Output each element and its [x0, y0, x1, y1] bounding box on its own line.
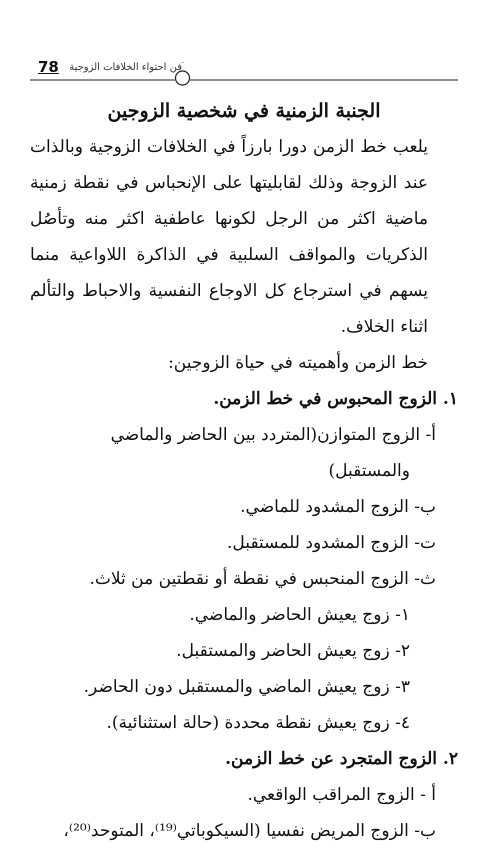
section1-heading: ١. الزوج المحبوس في خط الزمن. — [213, 389, 458, 409]
sub-item-3: ٣- زوج يعيش الماضي والمستقبل دون الحاضر. — [83, 677, 410, 697]
list-item-a: أ- الزوج المتوازن(المتردد بين الحاضر والماضي — [110, 425, 436, 445]
section-title: الجنبة الزمنية في شخصية الزوجين — [107, 100, 381, 122]
list2-item-a: أ - الزوج المراقب الواقعي. — [247, 785, 436, 805]
page-header — [0, 0, 488, 90]
body-paragraph: يلعب خط الزمن دورا بارزاً في الخلافات الزوجية وبالذات عند الزوجة وذلك لقابليتها على الإنحباس في نقطة زمنية ماضية اكثر من الرجل لكونها عاطفية اكثر منه وتأصُل الذكريات والمواقف السلبية في الذاكرة اللاواعية منما يسهم في استرجاع كل الاوجاع النفسية والاحباط والتألم اثناء الخلاف. — [30, 137, 428, 337]
list-item-b: ب- الزوج المشدود للماضي. — [240, 497, 436, 517]
sub-item-1: ١- زوج يعيش الحاضر والماضي. — [189, 605, 410, 625]
list-item-t: ت- الزوج المشدود للمستقبل. — [227, 533, 436, 553]
page-number: 78 — [38, 58, 59, 76]
list-item-th: ث- الزوج المنحبس في نقطة أو نقطتين من ثلاث. — [89, 569, 436, 589]
section2-heading: ٢. الزوج المتجرد عن خط الزمن. — [225, 749, 458, 769]
list2-item-b: ب- الزوج المريض نفسيا (السيكوباتي⁽¹⁹⁾، المتوحد⁽²⁰⁾، — [63, 821, 436, 841]
sub-item-4: ٤- زوج يعيش نقطة محددة (حالة استثنائية). — [106, 713, 410, 733]
intro-line: خط الزمن وأهميته في حياة الزوجين: — [168, 353, 428, 373]
list-item-a-continuation: والمستقبل) — [328, 461, 410, 481]
page-body — [30, 93, 458, 849]
header-circle-ornament — [176, 71, 190, 85]
sub-item-2: ٢- زوج يعيش الحاضر والمستقبل. — [176, 641, 410, 661]
running-title: فن احتواء الخلافات الزوجية — [69, 62, 182, 73]
